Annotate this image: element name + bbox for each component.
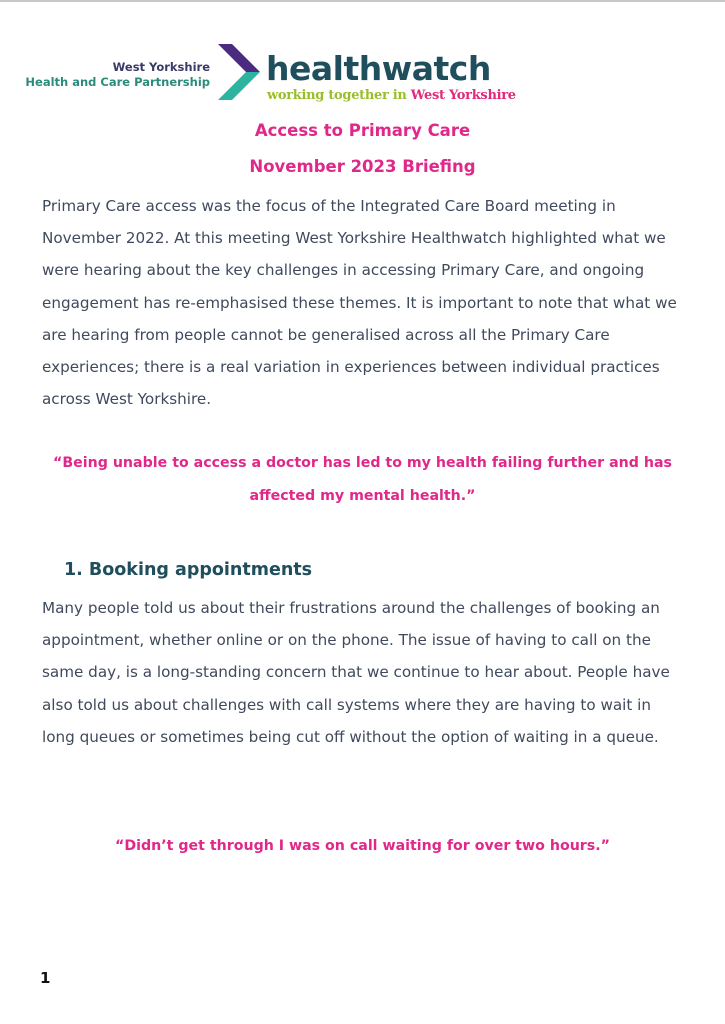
healthwatch-tagline-text: working together in bbox=[267, 88, 407, 103]
healthwatch-logo-tagline bbox=[267, 88, 516, 103]
page-number: 1 bbox=[40, 969, 51, 987]
healthwatch-tagline-region: West Yorkshire bbox=[410, 88, 516, 103]
pull-quote-1: “Being unable to access a doctor has led to my health failing further and has affected my mental health.” bbox=[53, 455, 672, 504]
section-body: Many people told us about their frustrations around the challenges of booking an appointment, whether online or on the phone. The issue of having to call on the same day, is a long-standing concern that we continue to hear about. People have also told us about challenges with call systems where they are having to wait in long queues or sometimes being cut off without the option of waiting in a queue. bbox=[42, 599, 670, 746]
healthwatch-logo-name: healthwatch bbox=[266, 49, 491, 88]
document-title: Access to Primary Care bbox=[254, 121, 471, 140]
chevron-icon bbox=[218, 44, 260, 100]
partner-logo-text bbox=[25, 60, 210, 90]
partner-logo bbox=[25, 44, 260, 100]
page-top-border bbox=[0, 0, 725, 2]
intro-paragraph: Primary Care access was the focus of the Integrated Care Board meeting in November 2022. At this meeting West Yorkshire Healthwatch highlighted what we were hearing about the key challenges in accessing Primary Care, and ongoing engagement has re-emphasised these themes. It is important to note that what we are hearing from people cannot be generalised across all the Primary Care experiences; there is a real variation in experiences between individual practices across West Yorkshire. bbox=[42, 197, 677, 409]
partner-logo-line1: West Yorkshire bbox=[112, 60, 210, 74]
pull-quote-2: “Didn’t get through I was on call waiting for over two hours.” bbox=[115, 838, 610, 854]
document-subtitle: November 2023 Briefing bbox=[249, 157, 476, 176]
partner-logo-line2: Health and Care Partnership bbox=[25, 75, 210, 89]
section-heading: 1. Booking appointments bbox=[64, 560, 313, 580]
healthwatch-logo bbox=[266, 49, 516, 106]
